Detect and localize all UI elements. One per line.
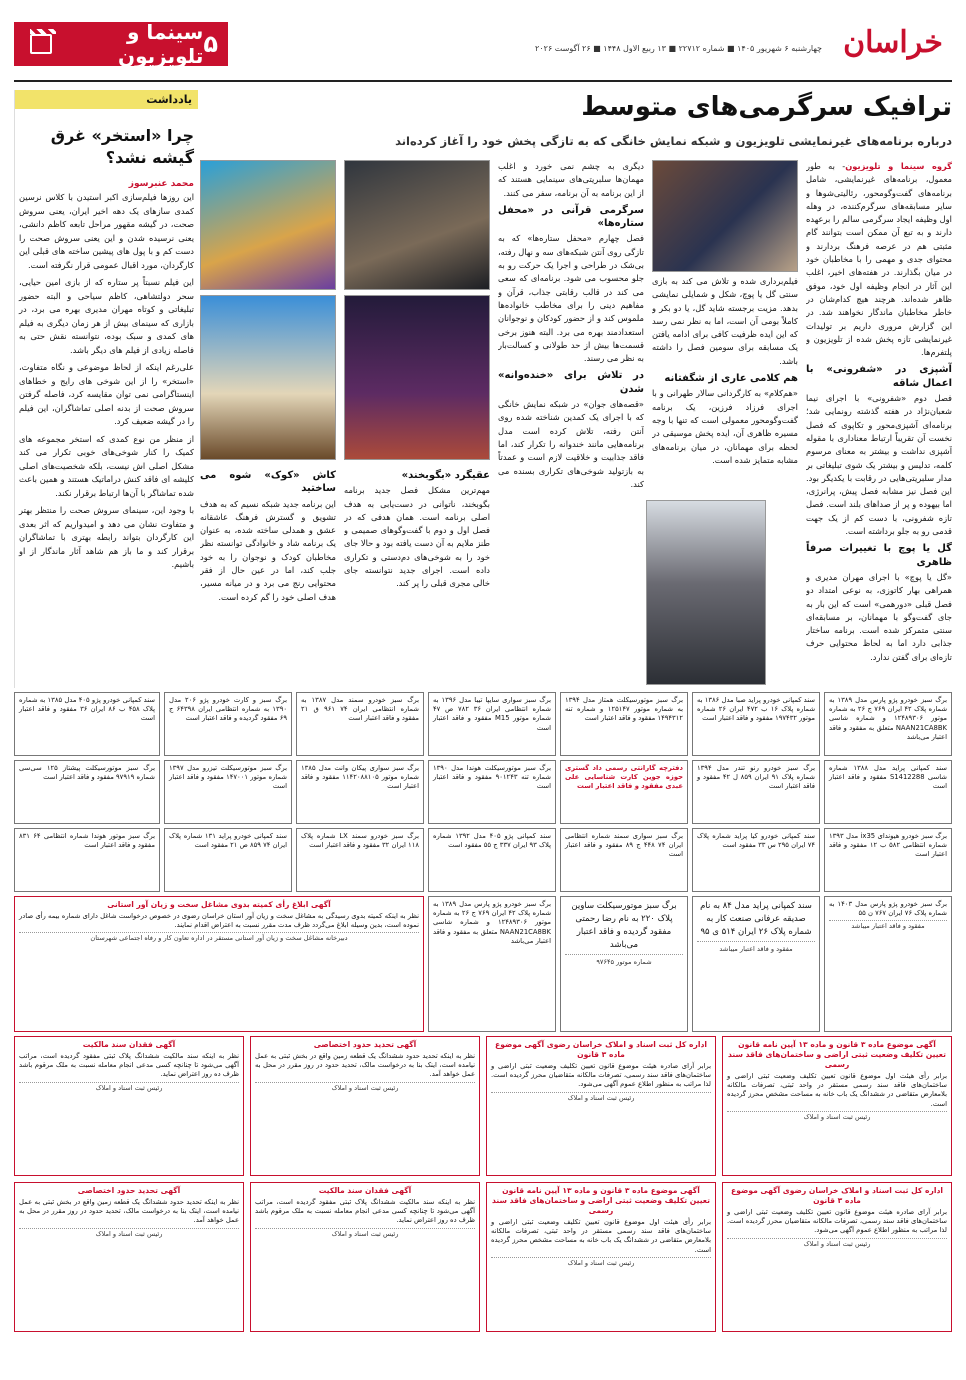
opinion-paragraph: این روزها فیلم‌سازی اکبر استیدن با کلاس نرسین کمدی سازهای یک دهه اخیر ایران، یعنی سروش صحت، در گیشه مقهور مراحل تابعه کاظم دانشی، یعنی نرسیده شدن و این یعنی سروش صحت را دست کم و با پول های پیشین ساخته های قبلی این کارگردان، مورد اقبال عمومی قرار نگرفته است. (19, 192, 194, 270)
ad-box: سند کمپانی خودرو کیا پراید شماره پلاک ۷۴ ایران ۲۹۵ س ۳۳ مفقود است (692, 828, 820, 892)
ad-box: سند کمپانی پراید مدل ۸۴ به نام صدیقه عرفانی صنعت کار به شماره پلاک ۲۶ ایران ۵۱۴ ی ۹۵ مفقود و فاقد اعتبار میباشد (692, 896, 820, 1032)
body-text: «هم‌کلام» به کارگردانی سالار طهرانی و با اجرای فرزاد فرزین، یک برنامه گفت‌وگومحور معمولی است که تنها با وجه مسیره ظاهری آن، ایده پخش موسیقی در لحظه برای مهمانان، در میان برنامه‌های مشابه متمایز شده است. (652, 388, 798, 465)
photo-talkshow (652, 160, 798, 272)
photo-quiz-show (200, 160, 336, 290)
photo-performance (344, 295, 490, 460)
legal-notice: آگهی موضوع ماده ۳ قانون و ماده ۱۳ آیین نامه قانون تعیین تکلیف وضعیت ثبتی اراضی و ساختمان‌های فاقد سند رسمی برابر رأی هیئت اول موضوع قانون تعیین تکلیف وضعیت ثبتی اراضی و ساختمان‌های فاقد سند رسمی مستقر در واحد ثبتی، تصرفات مالکانه بلامعارض متقاضی در ششدانگ یک باب خانه به مساحت مشخص محرز گردیده است. رئیس ثبت اسناد و املاک (486, 1182, 716, 1332)
body-text: «گل یا پوچ» با اجرای مهران مدیری و همراهی بهار کاتوزی، به نوعی امتداد دو فصل قبلی «دورهمی» است که این بار به جای گفت‌وگو با مهمانان، بر مسابقه‌ای سنتی متمرکز شده است. برنامه ساختار جذابی دارد اما به لحاظ محتوایی حرف تازه‌ای برای گفتن ندارد. (806, 571, 952, 662)
clapperboard-icon (30, 34, 52, 54)
newspaper-logo[interactable]: خراسان (843, 25, 943, 60)
ad-box: برگ سبز خودرو پژو پارس مدل ۱۳۸۹ به شماره پلاک ۴۲ ایران ۷۶۹ ج ۲۶ به شماره موتور ۱۲۴۸۹۳۰۶ و شماره شاسی NAAN21CA8BK متعلق به مفقود و فاقد اعتبار می‌باشد (428, 896, 556, 1032)
ad-box: برگ سبز موتورسیکلت همتاز مدل ۱۳۹۴ به شماره موتور ۱۲۵۱۴۷ و شماره تنه ۱۴۹۴۳۱۲ مفقود و فاقد اعتبار است (560, 692, 688, 756)
article-title[interactable]: ترافیک سرگرمی‌های متوسط (581, 92, 952, 122)
article-subtitle: درباره برنامه‌های غیرنمایشی تلویزیون و شبکه نمایش خانگی که به تازگی پخش خود را آغاز کرده‌اند (395, 134, 952, 148)
legal-notice: اداره کل ثبت اسناد و املاک خراسان رضوی آگهی موضوع ماده ۳ قانون برابر آرای صادره هیئت موضوع قانون تعیین تکلیف وضعیت ثبتی اراضی و ساختمان‌های فاقد سند رسمی، تصرفات مالکانه متقاضیان محرز گردیده است. لذا مراتب به منظور اطلاع عموم آگهی می‌شود. رئیس ثبت اسناد و املاک (722, 1182, 952, 1332)
page-header (14, 22, 952, 66)
subhead: کاش «کوک» شوه می ساختید (200, 470, 336, 495)
ad-box: برگ سبز خودرو هیوندای ix35 مدل ۱۳۹۳ شماره انتظامی ۵۸۲ ب ۱۲ مفقود و فاقد اعتبار است (824, 828, 952, 892)
article-lead (806, 160, 952, 359)
ad-box: برگ سبز موتورسیکلت تیزرو مدل ۱۳۹۷ شماره موتور ۱۴۷۰۰۱ مفقود و فاقد اعتبار است (164, 760, 292, 824)
ad-box: برگ سبز سواری پیکان وانت مدل ۱۳۸۵ شماره موتور ۱۱۴۲۰۸۸۱۰۵ مفقود و فاقد اعتبار است (296, 760, 424, 824)
subhead: در تلاش برای «خنده‌وانه» شدن (498, 370, 644, 395)
ad-box: برگ سبز موتورسیکلت هوندا مدل ۱۳۹۰ شماره تنه ۹۰۱۲۴۳ مفقود و فاقد اعتبار است (428, 760, 556, 824)
subhead: سرگرمی قرآنی در «محفل ستاره‌ها» (498, 204, 644, 230)
opinion-paragraph: این فیلم نسبتاً پر ستاره که از بازی امین حیایی، سحر دولتشاهی، کاظم سیاحی و البته حضور تبلیغاتی و کوتاه مهران مدیری بهره می برد، در بازاری که سینمای بیش از هر زمان دیگری به فیلم های کمدی و سبک بوده، نتوانسته نقش حتی به فاصله زیادی از فیلم های دیگر باشد. (19, 277, 194, 355)
body-text: فیلم‌برداری شده و تلاش می کند به بازی سنتی گل یا پوچ، شکل و شمایلی نمایشی بدهد. مزیت برجسته شاید گل، یا دو بکر و کاملاً بومی آن است، اما به نظر نمی رسد که این ایده ظرفیت کافی برای ادامه یافتن یک مسابقه برای سومین فصل را داشته باشد. (652, 276, 798, 366)
section-title: سینما و تلویزیون (118, 20, 204, 68)
ad-box: برگ سبز خودرو سمند LX شماره پلاک ۱۱۸ ایران ۳۲ مفقود و فاقد اعتبار است (296, 828, 424, 892)
ad-box: برگ سبز سواری سایپا تیبا مدل ۱۳۹۶ به شماره انتظامی ایران ۳۶ ۷۸۲ ص ۴۷ شماره موتور M15 مفقود و فاقد اعتبار است (428, 692, 556, 756)
legal-notice: آگهی فقدان سند مالکیت نظر به اینکه سند مالکیت ششدانگ پلاک ثبتی مفقود گردیده است، مراتب آگهی می‌شود تا چنانچه کسی مدعی انجام معامله نسبت به ملک مرقوم باشد ظرف ده روز اعتراض نماید. رئیس ثبت اسناد و املاک (14, 1036, 244, 1176)
subhead: هم کلامی عاری از شگفتانه (664, 373, 798, 385)
ad-box: سند کمپانی خودرو پژو ۴۰۵ مدل ۱۳۸۵ به شماره پلاک ۴۵۸ ب ۸۶ ایران ۳۶ مفقود و فاقد اعتبار است (14, 692, 160, 756)
opinion-sidebar (14, 90, 198, 688)
ad-box: دفترچه گارانتی رسمی داد گستری حوزه جوین کارت شناسایی علی عبدی مفقود و فاقد اعتبار است (560, 760, 688, 824)
subhead: آشپزی در «شفرونی» با اعمال شاقه (806, 364, 952, 389)
opinion-label: یادداشت (15, 90, 198, 109)
ad-box: سند کمپانی خودرو پراید ۱۳۱ شماره پلاک ایران ۷۴ ۸۵۹ ص ۲۱ مفقود است (164, 828, 292, 892)
header-rule (14, 80, 952, 82)
lead-text: - به طور معمول، برنامه‌های غیرنمایشی، شامل برنامه‌های گفت‌وگومحور، رئالیتی‌شوها و سایر مسابقه‌های سرگرم‌کننده، در وهله اول وظیفه ایجاد سرگرمی سالم را برعهده دارند و به تبع آن ممکن است بتوانند گام مثبتی هم در عرصه فرهنگ بردارند و محتوای جدی و مهمی را با مخاطبان خود در میان بگذارند. در هفته‌های اخیر، اغلب این آثار در انجام وظیفه اول خود، موفق ظاهر شده‌اند. هرچند هیچ کدام‌شان در خاطر مخاطبان ماندگار نخواهند شد. در این گزارش مروری داریم بر تولیدات غیرنمایشی تازه پخش شده از تلویزیون و پلتفرم‌ها. (806, 161, 952, 358)
ad-box: برگ سبز و کارت خودرو پژو ۲۰۶ مدل ۱۳۹۰ به شماره انتظامی ایران ۶۴۳۹۸ ج ۶۹ مفقود گردیده و فاقد اعتبار است (164, 692, 292, 756)
body-text: فصل چهارم «محفل ستاره‌ها» که به تازگی روی آنتن شبکه‌های سه و نهال رفته، بی‌شک در طراحی و اجرا یک حرکت رو به جلو محسوب می شود. برنامه‌ای که سعی می کند در قالب رقابتی جذاب، قرآن و مفاهیم دینی را برای مخاطب خانواده‌ها ملموس کند و از حضور کودکان و نوجوانان استعدادمند بهره می برد. البته هنوز برخی قسمت‌ها بیش از حد طولانی و کسالت‌بار به نظر می رسند. (498, 233, 644, 364)
article-column-5 (200, 465, 336, 685)
opinion-paragraph: علی‌رغم اینکه از لحاظ موضوعی و نگاه متفاوت، «استخر» را از این شوخی های رایج و خطاهای اینستاگرامی نمی توان مقایسه کرد، فاصله گرفتن سروش صحت از بدنه اصلی تماشاگران، این فیلم را در گیشه ضعیف کرد. (19, 362, 194, 426)
body-text: «قصه‌های جوان» در شبکه نمایش خانگی که با اجرای یک کمدین شناخته شده روی آنتن رفته، تلاش کرده است مدل برنامه‌هایی مانند خندوانه را تکرار کند، اما فاقد جذابیت و خلاقیت لازم است و عمدتاً به بازتولید شوخی‌های تکراری بسنده می کند. (498, 399, 644, 489)
opinion-paragraph: با وجود این، سینمای سروش صحت را منتظر بهتر و متفاوت نشان می دهد و امیدواریم که اثر بعدی این کارگردان بتواند رابطه بهتری با تماشاگران برقرار کند و ما باز هم شاهد آثار ماندگار از او باشیم. (19, 505, 194, 569)
ad-box: برگ سبز سواری سمند شماره انتظامی ایران ۷۴ ۴۴۸ ج ۸۹ مفقود و فاقد اعتبار است (560, 828, 688, 892)
subhead: گل یا پوچ با تغییرات صرفاً ظاهری (806, 543, 952, 568)
page-number: ۵ (203, 30, 218, 58)
opinion-title[interactable]: چرا «استخر» غرق گیشه نشد؟ (50, 126, 194, 167)
legal-notice: اداره کل ثبت اسناد و املاک خراسان رضوی آگهی موضوع ماده ۳ قانون برابر آرای صادره هیئت موضوع قانون تعیین تکلیف وضعیت ثبتی اراضی و ساختمان‌های فاقد سند رسمی، تصرفات مالکانه متقاضیان محرز گردیده است. لذا مراتب به منظور اطلاع عموم آگهی می‌شود. رئیس ثبت اسناد و املاک (486, 1036, 716, 1176)
ad-box: برگ سبز موتورسیکلت پیشتاز ۱۲۵ سی‌سی شماره ۹۷۹۱۹ مفقود و فاقد اعتبار است (14, 760, 160, 824)
legal-notice: آگهی تحدید حدود اختصاصی نظر به اینکه تحدید حدود ششدانگ یک قطعه زمین واقع در بخش ثبتی به عمل نیامده است، اینک بنا به درخواست مالک، تحدید حدود در روز مقرر در محل به عمل خواهد آمد. رئیس ثبت اسناد و املاک (250, 1036, 480, 1176)
photo-stage-show (344, 160, 490, 290)
ad-box: سند کمپانی پژو ۴۰۵ مدل ۱۳۹۲ شماره پلاک ۹۳ ایران ۳۳۷ ج ۵۵ مفقود است (428, 828, 556, 892)
section-banner (14, 22, 228, 66)
body-text: دیگری به چشم نمی خورد و اغلب مهمان‌ها سلبریتی‌های سینمایی هستند که از این برنامه به آن برنامه، سفر می کنند. (498, 161, 644, 198)
article-column-3 (498, 160, 644, 685)
opinion-paragraph: از منظر من نوع کمدی که استخر مجموعه های کمیک را کنار شوخی‌های خوبی تکرار می کند مشکل اصلی اش نیست، بلکه شخصیت‌های اصلی کلیشه ای فاقد کنش دراماتیک هستند و همین باعث شده تماشاگر با آن‌ها ارتباط برقرار نکند. (19, 433, 194, 498)
ad-box: برگ سبز خودرو پژو پارس مدل ۱۴۰۳ به شماره پلاک ۷۶ ایران ۷۶۷ ن ۵۵ مفقود و فاقد اعتبار میباشد (824, 896, 952, 1032)
ad-box: برگ سبز خودرو پژو پارس مدل ۱۳۸۹ به شماره پلاک ۴۲ ایران ۷۶۹ ج ۲۶ به شماره موتور ۱۲۴۸۹۳۰۶ و شماره شاسی NAAN21CA8BK متعلق به مفقود و فاقد اعتبار می‌باشد (824, 692, 952, 756)
issue-meta: چهارشنبه ۶ شهریور ۱۴۰۵ ■ شماره ۲۲۷۱۲ ■ ۱۳ ربیع الاول ۱۴۴۸ ■ ۲۶ آگوست ۲۰۲۶ (535, 44, 822, 53)
subhead: عقیگرد «بگوبخند» (401, 470, 490, 481)
lead-label: گروه سینما و تلویزیون (845, 161, 952, 171)
ad-box: برگ سبز موتور هوندا شماره انتظامی ۶۴ ۸۳۱ مفقود و فاقد اعتبار است (14, 828, 160, 892)
ad-box: برگ سبز موتورسیکلت ساوین پلاک ۲۲۰ به نام رضا رحمتی مفقود گردیده و فاقد اعتبار می‌باشد شماره موتور ۹۷۶۴۵ (560, 896, 688, 1032)
body-text: این برنامه جدید شبکه نسیم که به هدف تشویق و گسترش فرهنگ عاشقانه عشق و همدلی ساخته شده، به عنوان یک برنامه شاد و خانوادگی توانسته نظر مخاطبان کودک و نوجوان را به خود جلب کند، اما در عین حال از فقر محتوایی رنج می برد و در میانه مسیر، هدف اصلی خود را گم کرده است. (200, 498, 336, 602)
legal-notice: آگهی فقدان سند مالکیت نظر به اینکه سند مالکیت ششدانگ پلاک ثبتی مفقود گردیده است، مراتب آگهی می‌شود تا چنانچه کسی مدعی انجام معامله نسبت به ملک مرقوم باشد ظرف ده روز اعتراض نماید. رئیس ثبت اسناد و املاک (250, 1182, 480, 1332)
legal-notice: آگهی موضوع ماده ۳ قانون و ماده ۱۳ آیین نامه قانون تعیین تکلیف وضعیت ثبتی اراضی و ساختمان‌های فاقد سند رسمی برابر رأی هیئت اول موضوع قانون تعیین تکلیف وضعیت ثبتی اراضی و ساختمان‌های فاقد سند رسمی مستقر در واحد ثبتی، تصرفات مالکانه بلامعارض متقاضی در ششدانگ یک باب خانه به مساحت مشخص محرز گردیده است. رئیس ثبت اسناد و املاک (722, 1036, 952, 1176)
ad-box: سند کمپانی خودرو پراید صبا مدل ۱۳۸۶ به شماره پلاک ۱۶ ب ۴۷۲ ایران ۲۶ شماره موتور ۱۹۷۴۳۲ مفقود و فاقد اعتبار است (692, 692, 820, 756)
body-text: مهم‌ترین مشکل فصل جدید برنامه بگوبخند، ناتوانی در دست‌یابی به هدف اصلی برنامه است. همان هدفی که در فصل اول و دوم با گفت‌وگوهای صمیمی و طنز ملایم به آن دست یافته بود و حالا جای خود را به شوخی‌های دم‌دستی و تکراری داده است. اجرای جدید نتوانسته جای خالی مجری قبلی را پر کند. (344, 485, 490, 589)
ad-box: سند کمپانی پراید مدل ۱۳۸۸ شماره شاسی S1412288 مفقود و فاقد اعتبار است (824, 760, 952, 824)
article-column-4 (344, 465, 490, 685)
article-column-1 (806, 160, 952, 680)
opinion-author: محمد عنبرسوز (128, 179, 194, 189)
legal-notice: آگهی ابلاغ رأی کمیته بدوی مشاغل سخت و زیان آور استانی نظر به اینکه کمیته بدوی رسیدگی به مشاغل سخت و زیان آور استان خراسان رضوی در خصوص درخواست شاغل دارای شماره بیمه رأی صادر نموده است، بدین وسیله ابلاغ می‌گردد ظرف مدت مقرر نسبت به اعتراض اقدام نمایند. دبیرخانه مشاغل سخت و زیان آور استانی مستقر در اداره تعاون کار و رفاه اجتماعی شهرستان (14, 896, 424, 1032)
photo-family-show (200, 295, 336, 460)
legal-notice: آگهی تحدید حدود اختصاصی نظر به اینکه تحدید حدود ششدانگ یک قطعه زمین واقع در بخش ثبتی به عمل نیامده است، اینک بنا به درخواست مالک، تحدید حدود در روز مقرر در محل به عمل خواهد آمد. رئیس ثبت اسناد و املاک (14, 1182, 244, 1332)
ad-box: برگ سبز خودرو سمند مدل ۱۳۸۷ به شماره انتظامی ایران ۷۴ ۹۶۱ ق ۲۱ مفقود و فاقد اعتبار است (296, 692, 424, 756)
photo-host-portrait (646, 500, 766, 685)
body-text: فصل دوم «شفرونی» با اجرای نیما شعبان‌نژاد در هفته گذشته رونمایی شد؛ برنامه‌ای آشپزی‌محور و تکاپوی که فصل نخست آن تقریباً ارتباط معناداری با مقوله آشپزی نداشت و بیشتر به معنای مرسوم کلمه، تدلیس و بیشتر یک شوی تبلیغاتی بر مدار سلبریتی‌هایی در رقابت با یکدیگر بود. این فصل نیز مشابه فصل پیش، پرانرژی، اما بیهوده و پر از صداهای بلند است. فصل تازه شفرونی، با دست کم از یک جهت قدمی رو به جلو برداشته است. (806, 393, 952, 537)
ad-box: برگ سبز خودرو رنو تندر مدل ۱۳۹۴ شماره پلاک ۹۱ ایران ۸۵۹ ل ۴۲ مفقود و فاقد اعتبار است (692, 760, 820, 824)
